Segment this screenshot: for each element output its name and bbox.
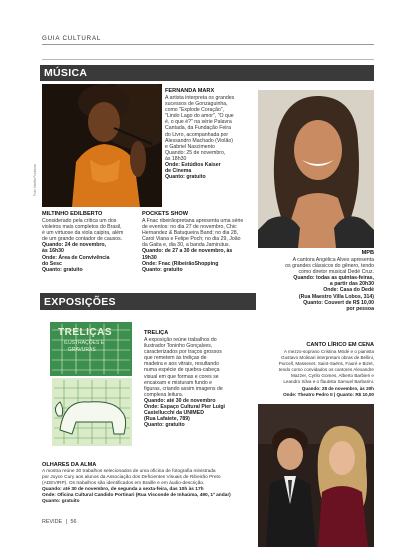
canto-l6: Quando: 28 de novembro, às 20h — [301, 385, 374, 391]
trelica-l1: ilustrador Toninho Gonçalves, — [144, 343, 213, 350]
pockets-l1: de eventos: no dia 27 de novembro, Chic — [142, 224, 237, 231]
miltinho-l2: é um virtuose da viola caipira, além — [42, 230, 124, 237]
miltinho-l3: de um grande contador de causos. — [42, 236, 123, 243]
canto-l5: Leandro Silva e o flautista Samuel Barbarini. — [283, 379, 374, 385]
fernanda-l6: do Livro, acompanhada por — [165, 131, 229, 138]
footer — [42, 519, 76, 525]
canto-title: CANTO LÍRICO EM CENA — [306, 342, 374, 348]
fernanda-l10: às 18h30 — [165, 155, 187, 162]
olhares-l5: Quanto: gratuito — [42, 499, 80, 505]
mpb-l1: os grandes clássicos do gênero, tendo — [285, 263, 374, 270]
canto-l0: A mezzo-soprano Cristina Mödé e o pianista — [283, 349, 374, 354]
footer-separator: | — [65, 519, 67, 525]
olhares-title: OLHARES DA ALMA — [42, 462, 97, 468]
trelica-l0: A exposição reúne trabalhos do — [144, 337, 217, 343]
mpb-l4: a partir das 20h30 — [329, 281, 374, 288]
mpb-l3: Quando: todas as quintas-feiras, — [293, 275, 374, 282]
fernanda-photo — [42, 84, 162, 207]
fernanda-l11: Onde: Estúdios Kaiser — [165, 162, 221, 169]
canto-block — [258, 342, 374, 398]
fernanda-title: FERNANDA MARX — [165, 88, 215, 94]
fernanda-l9: Quando: 25 de novembro, — [165, 149, 226, 156]
pockets-l3: Carol Viana e Felipe Poch; no dia 29, João — [142, 236, 241, 243]
olhares-l4: Onde: Oficina Cultural Candido Portinari (Rua Visconde de Inhaúma, 490, 1º andar) — [42, 493, 231, 499]
mpb-block — [258, 250, 374, 312]
trelica-l3: que remetem às treliças de — [144, 355, 207, 362]
trelica-block — [144, 330, 252, 428]
canto-l4: Mazzer, Cyrilo Gomes, Alberto Barbieri e — [291, 373, 374, 379]
trelica-l13: (Rua Lafaiete, 789) — [144, 416, 190, 423]
mpb-title: MPB — [361, 250, 374, 256]
pockets-l8: Quanto: gratuito — [142, 266, 183, 273]
miltinho-l6: Onde: Área de Convivência — [42, 254, 110, 261]
miltinho-l1: violeiros mais completos do Brasil, — [42, 224, 122, 231]
trelica-art-sub1: ILUSTRAÇÕES E — [64, 340, 105, 346]
angelica-photo — [258, 90, 374, 248]
header-rule-2 — [42, 59, 374, 60]
musica-title: MÚSICA — [44, 67, 88, 79]
trelica-l4: madeira e aos vitrais, resultando — [144, 361, 219, 368]
fernanda-block — [165, 88, 257, 180]
olhares-l2: (ADEVIRP). Os trabalhos são identificados em Braille e em áudio-descrição. — [42, 481, 205, 487]
fernanda-l0: A artista interpreta os grandes — [165, 95, 235, 101]
trelica-art-sub2: GRAVURAS — [68, 347, 96, 353]
trelica-l8: figuras, criando assim imagens de — [144, 385, 223, 392]
photo-credit: Foto: Marilia Fukimura — [33, 164, 37, 196]
pockets-l5: Quando: de 27 a 30 de novembro, às — [142, 248, 233, 255]
mpb-l6: (Rua Maestro Villa Lobos, 314) — [298, 293, 374, 300]
fernanda-l1: sucessos de Gonzaguinha, — [165, 101, 228, 108]
miltinho-l4: Quando: 24 de novembro, — [42, 242, 106, 249]
miltinho-title: MILTINHO EDILBERTO — [42, 211, 103, 217]
miltinho-l8: Quanto: gratuito — [42, 266, 83, 273]
olhares-l0: A mostra reúne 30 trabalhos selecionados de uma oficina de fotografia ministrada — [42, 469, 216, 474]
mpb-l8: por pessoa — [346, 305, 374, 312]
trelica-l11: Onde: Espaço Cultural Pier Luigi — [144, 404, 225, 411]
canto-l3: tendo como convidados os cantores Alexandre — [278, 367, 374, 373]
pockets-l0: A Fnac ribeirãopretana apresenta uma série — [142, 218, 244, 224]
pockets-block — [142, 211, 256, 273]
trelica-l12: Castellucchi da UNIMED — [144, 410, 204, 417]
mpb-l0: A cantora Angélica Alves apresenta — [292, 257, 374, 263]
trelica-art-title: TRELIÇAS — [58, 327, 112, 338]
miltinho-l7: do Sesc — [42, 260, 62, 267]
fernanda-l4: é, o que é?" na série Palavra — [165, 119, 232, 126]
pockets-l4: da Gaita e, dia 30, a banda Jamirutus. — [142, 242, 230, 249]
fernanda-l3: "Lindo Lago do amor", "O que — [165, 113, 234, 120]
olhares-l1: por Joyce Cury aos alunos da Associação dos Deficientes Visuais de Ribeirão Preto — [42, 475, 221, 481]
trelica-l6: visual em que formas e cores se — [144, 373, 219, 380]
canto-l2: Purcell, Massenet, Saint-Saëns, Fauré e Bizet, — [278, 361, 374, 367]
fernanda-l2: como "Explode Coração", — [165, 107, 225, 114]
fernanda-l5: Cantada, da Fundação Feira — [165, 125, 232, 132]
pockets-title: POCKETS SHOW — [142, 211, 188, 217]
section-header: GUIA CULTURAL — [42, 35, 102, 42]
fernanda-l13: Quanto: gratuito — [165, 174, 206, 181]
exposicoes-title: EXPOSIÇÕES — [44, 295, 116, 308]
miltinho-l5: às 16h30 — [42, 248, 64, 255]
trelica-l5: numa espécie de quebra-cabeça — [144, 367, 220, 374]
trelica-title: TRELIÇA — [144, 330, 169, 336]
trelica-l7: encaixam e misturam fundo e — [144, 379, 213, 386]
olhares-block — [42, 462, 254, 506]
fernanda-l7: Alessandro Machado (Violão) — [165, 137, 233, 144]
mpb-l5: Onde: Casa do Dedé — [323, 287, 374, 294]
header-rule — [42, 44, 374, 45]
trelica-l14: Quanto: gratuito — [144, 422, 185, 429]
pockets-l7: Onde: Fnac (RibeirãoShopping — [142, 260, 219, 267]
canto-photo — [258, 404, 374, 547]
footer-page-number: 56 — [70, 519, 77, 525]
footer-magazine: REVIDE — [42, 519, 63, 525]
miltinho-block — [42, 211, 142, 273]
miltinho-l0: Considerado pela crítica um dos — [42, 218, 117, 224]
trelica-l10: Quando: até 30 de novembro — [144, 397, 216, 404]
trelica-l2: caracterizados por traços grossos — [144, 349, 222, 356]
canto-l1: Gustavo Molinari interpretam obras de Bellini, — [281, 355, 374, 361]
mpb-l2: como diretor musical Dedé Cruz. — [298, 269, 374, 276]
trelica-l9: complexa leitura. — [144, 391, 184, 398]
mpb-l7: Quanto: Couvert de R$ 10,00 — [303, 299, 374, 306]
fernanda-l8: e Gabriel Nascimento — [165, 143, 215, 150]
pockets-l2: Hernandez & Batuqueira Band; no dia 28, — [142, 230, 239, 237]
olhares-l3: Quando: até 30 de novembro, de segunda a sexta-feira, das 10h às 17h — [42, 487, 204, 493]
musica-bar — [40, 65, 374, 81]
exposicoes-bar — [40, 293, 256, 310]
canto-l7: Onde: Theatro Pedro II | Quanto: R$ 10,00 — [283, 391, 374, 397]
fernanda-l12: de Cinema — [165, 168, 192, 175]
pockets-l6: 19h30 — [142, 254, 157, 261]
